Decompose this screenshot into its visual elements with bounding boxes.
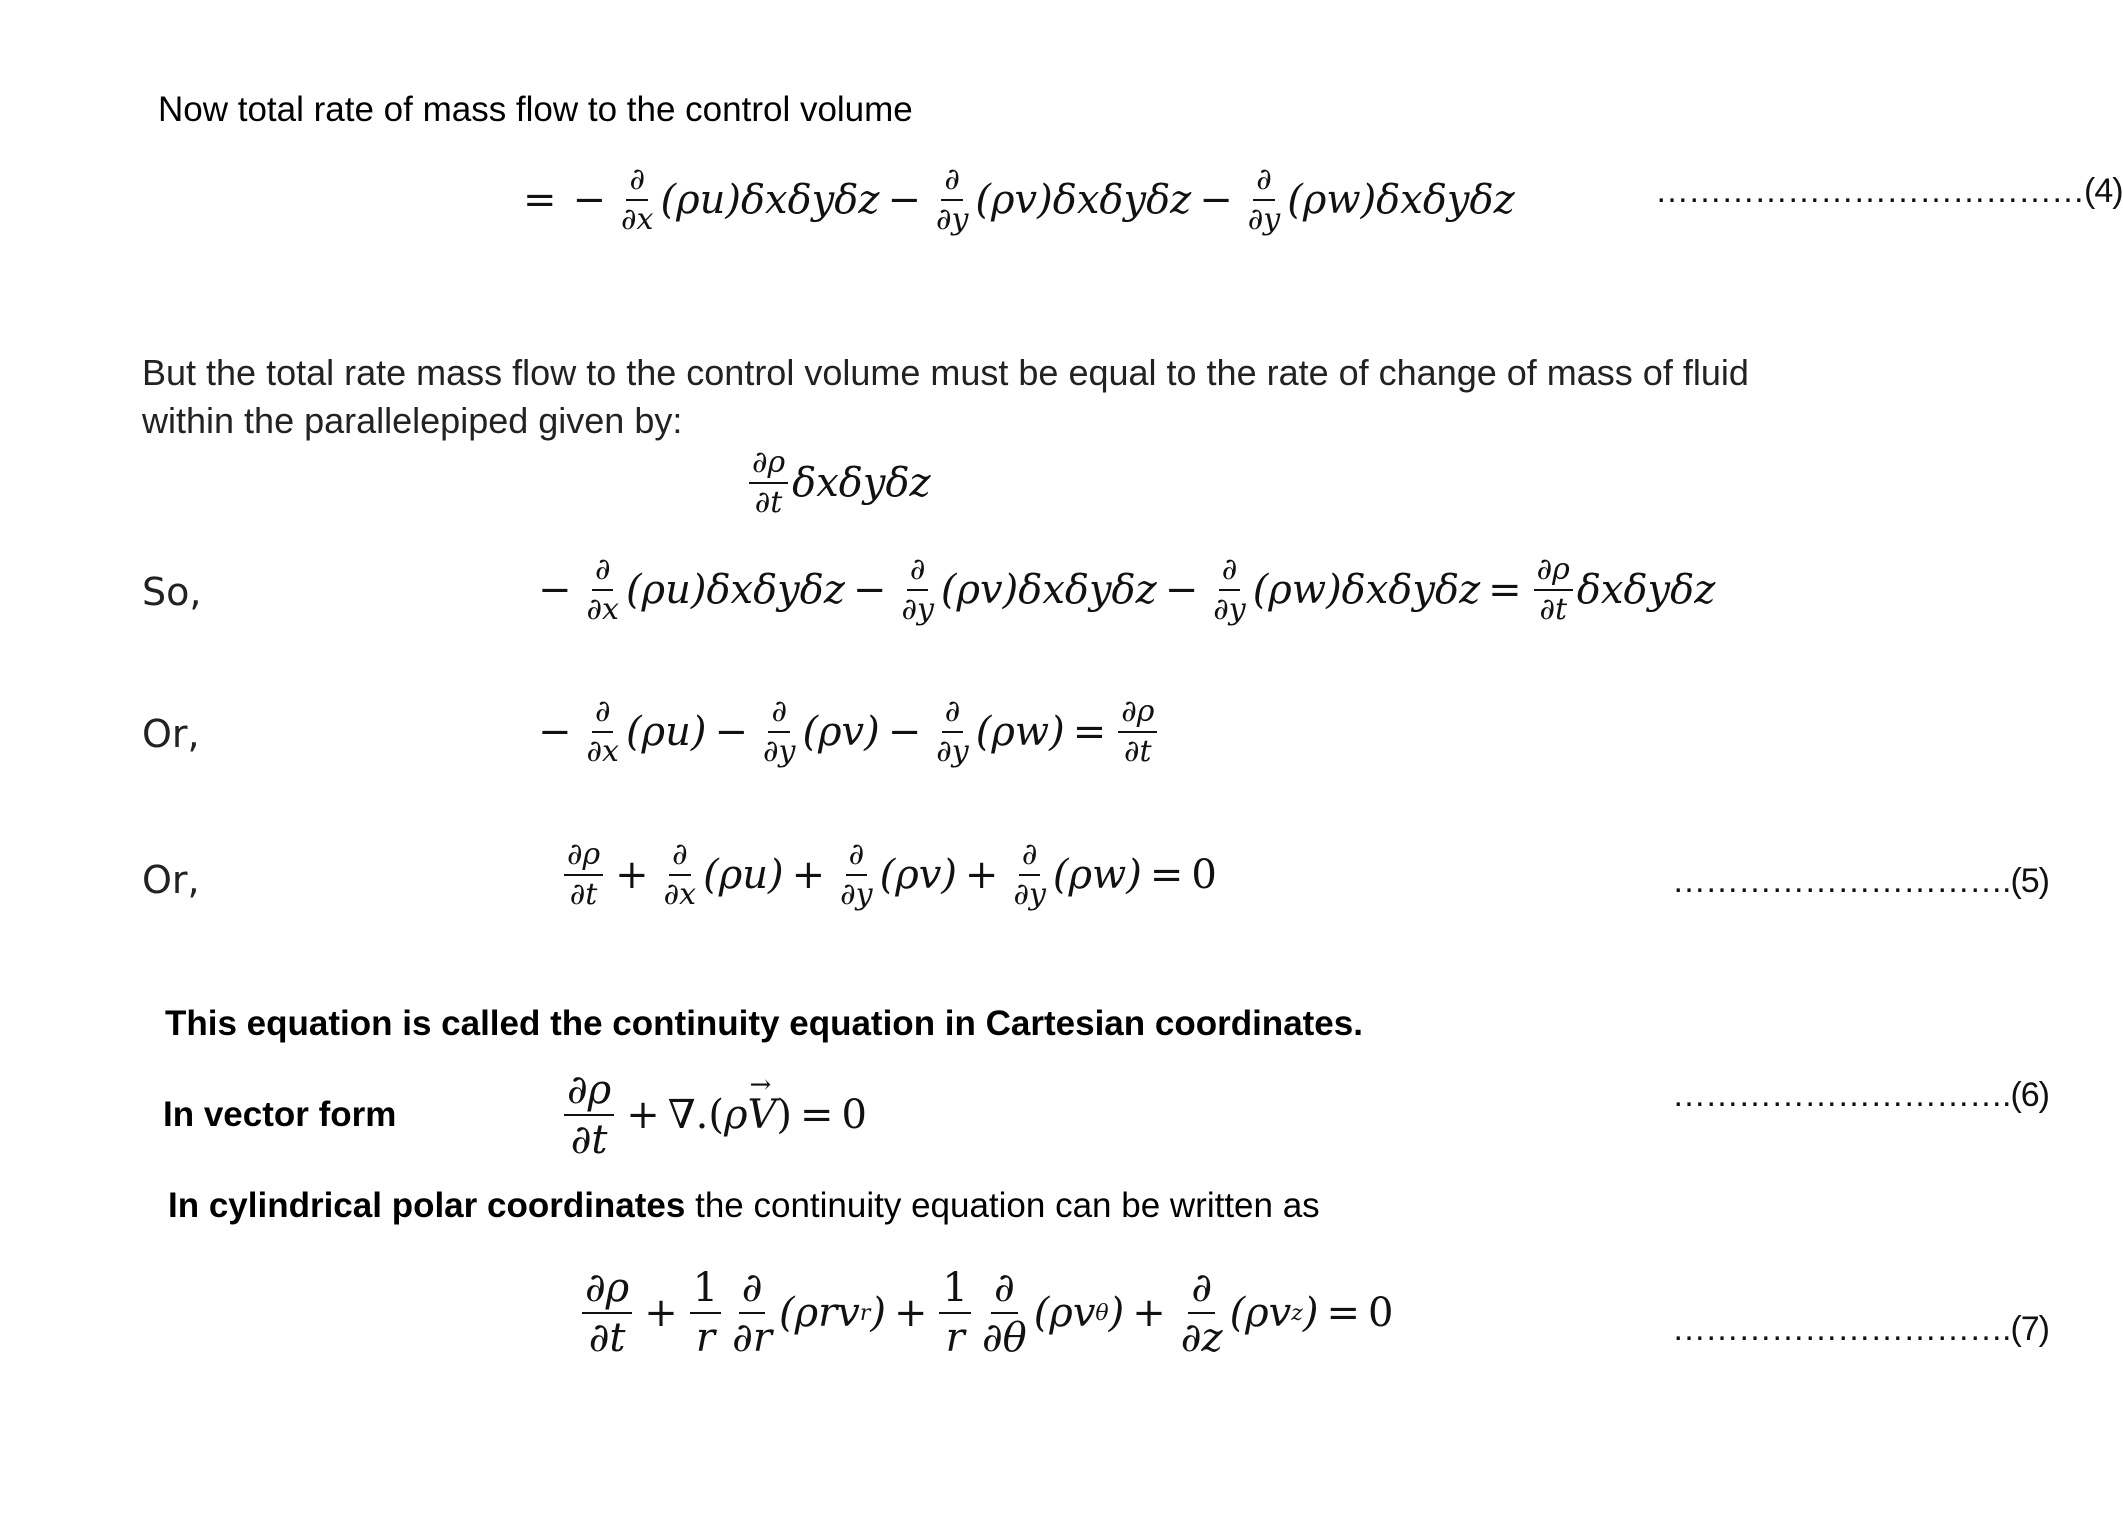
vector-form-label: In vector form (163, 1095, 397, 1134)
rate-of-change-expression: $\frac{\partial\rho}{\partial t}$ δxδyδz (745, 448, 931, 518)
cylindrical-rest: the continuity equation can be written as (685, 1186, 1320, 1225)
equation-7-leader: …………………………. (1672, 1310, 2011, 1348)
equation-6-label: (6) (2010, 1076, 2050, 1114)
so-label: So, (142, 570, 202, 614)
cylindrical-bold: In cylindrical polar coordinates (168, 1186, 686, 1225)
cylindrical-sentence (168, 1186, 1320, 1226)
equation-7-label: (7) (2010, 1310, 2050, 1348)
equation-4-label: (4) (2084, 172, 2123, 210)
equation-so: − $\frac{\partial}{\partial x}$ (ρu)δxδyδz − $\frac{\partial}{\partial y}$ (ρv)δxδyδz − $\frac{\partial}{\partial y}$ (ρw)δxδyδz = $\frac{\partial\rho}{\partial t}$ δxδyδz (538, 552, 1716, 627)
equation-6-leader: …………………………. (1672, 1076, 2011, 1114)
cartesian-note: This equation is called the continuity equation in Cartesian coordinates. (165, 1004, 1363, 1043)
equation-4-leader: ………………………………… (1655, 172, 2084, 210)
or-label-1: Or, (142, 712, 200, 756)
equation-6-number (1672, 1076, 2049, 1115)
intro-text: Now total rate of mass flow to the control volume (158, 90, 913, 129)
or-label-2: Or, (142, 858, 200, 902)
equation-5: $\frac{\partial\rho}{\partial t}$ + $\frac{\partial}{\partial x}$ (ρu) + $\frac{\partial}{\partial y}$ (ρv) + $\frac{\partial}{\partial y}$ (ρw) = 0 (560, 840, 1217, 910)
equation-4: = − $\frac{\partial}{\partial x}$ (ρu)δxδyδz − $\frac{\partial}{\partial y}$ (ρv)δxδyδz − $\frac{\partial}{\partial y}$ (ρw)δxδyδz (523, 162, 1515, 237)
equation-4-number (1655, 172, 2123, 211)
equation-7: $\frac{\partial\rho}{\partial t}$ + $\frac{1}{r}$ $\frac{\partial}{\partial r}$ (ρrv r ) + $\frac{1}{r}$ $\frac{\partial}{\partial\theta}$ (ρv θ ) + $\frac{\partial}{\partial z}$ (ρv z ) = 0 (578, 1268, 1393, 1358)
paragraph-line-1: But the total rate mass flow to the control volume must be equal to the rate of change of mass of fluid (142, 352, 1749, 393)
equation-7-number (1672, 1310, 2049, 1349)
equation-5-label: (5) (2010, 862, 2050, 900)
equation-5-leader: …………………………. (1672, 862, 2011, 900)
paragraph-line-2: within the parallelepiped given by: (142, 400, 683, 441)
equation-or-1: − $\frac{\partial}{\partial x}$ (ρu) − $\frac{\partial}{\partial y}$ (ρv) − $\frac{\partial}{\partial y}$ (ρw) = $\frac{\partial\rho}{\partial t}$ (530, 697, 1161, 767)
equation-5-number (1672, 862, 2049, 901)
equation-6: $\frac{\partial\rho}{\partial t}$ + ∇. ( ρ → V ) = 0 (560, 1070, 867, 1160)
